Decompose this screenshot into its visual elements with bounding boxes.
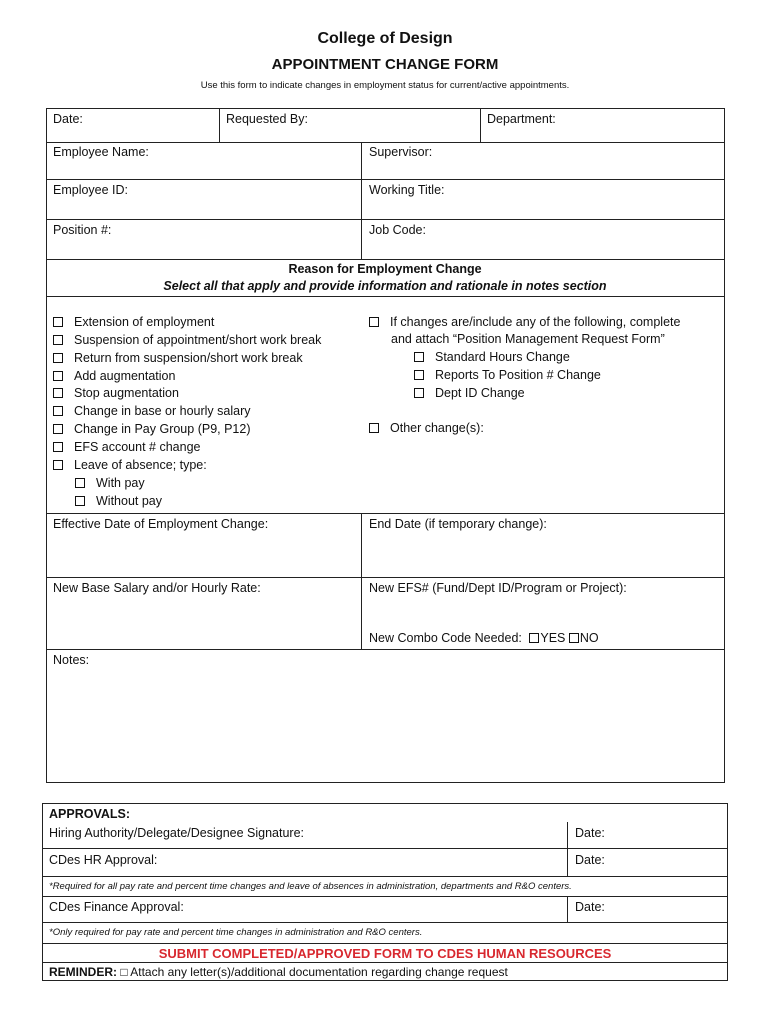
reminder-text: □ Attach any letter(s)/additional documentation regarding change request (120, 965, 508, 979)
checkbox[interactable] (53, 335, 63, 345)
submit-instruction: SUBMIT COMPLETED/APPROVED FORM TO CDES HUMAN RESOURCES (158, 946, 612, 961)
end-date-field[interactable]: End Date (if temporary change): (369, 517, 547, 531)
combo-yes-label: YES (540, 631, 566, 645)
checkbox[interactable] (53, 442, 63, 452)
divider (361, 142, 362, 260)
requested-by-field[interactable]: Requested By: (226, 112, 308, 126)
reason-item[interactable]: Leave of absence; type: (53, 456, 207, 474)
reason-item[interactable]: Change in base or hourly salary (53, 402, 251, 420)
divider (42, 896, 728, 897)
divider (219, 108, 220, 142)
divider (42, 962, 728, 963)
checkbox[interactable] (414, 370, 424, 380)
divider (42, 876, 728, 877)
effective-date-field[interactable]: Effective Date of Employment Change: (53, 517, 269, 531)
combo-yes-checkbox[interactable] (529, 633, 539, 643)
finance-date-field[interactable]: Date: (575, 900, 605, 914)
leave-with-pay[interactable]: With pay (75, 474, 145, 492)
finance-approval-field[interactable]: CDes Finance Approval: (49, 900, 184, 914)
position-management-text: and attach “Position Management Request Form” (391, 332, 665, 346)
hr-approval-field[interactable]: CDes HR Approval: (49, 853, 158, 867)
new-efs-field[interactable]: New EFS# (Fund/Dept ID/Program or Project): (369, 581, 627, 595)
divider (480, 108, 481, 142)
divider (361, 513, 362, 650)
reason-item[interactable]: Extension of employment (53, 313, 214, 331)
hr-approval-note: *Required for all pay rate and percent time changes and leave of absences in administration, departments and R&O centers. (49, 881, 572, 892)
checkbox[interactable] (369, 317, 379, 327)
checkbox[interactable] (53, 406, 63, 416)
date-field[interactable]: Date: (53, 112, 83, 126)
employee-name-field[interactable]: Employee Name: (53, 145, 149, 159)
checkbox[interactable] (75, 496, 85, 506)
checkbox[interactable] (75, 478, 85, 488)
department-field[interactable]: Department: (487, 112, 556, 126)
approvals-heading: APPROVALS: (49, 807, 131, 821)
job-code-field[interactable]: Job Code: (369, 223, 426, 237)
supervisor-field[interactable]: Supervisor: (369, 145, 433, 159)
checkbox[interactable] (53, 460, 63, 470)
checkbox[interactable] (53, 388, 63, 398)
divider (42, 922, 728, 923)
employee-id-field[interactable]: Employee ID: (53, 183, 129, 197)
divider (46, 142, 725, 143)
combo-no-label: NO (579, 631, 599, 645)
divider (567, 896, 568, 923)
form-title: APPOINTMENT CHANGE FORM (271, 56, 499, 73)
standard-hours-change[interactable]: Standard Hours Change (414, 348, 570, 366)
reason-item[interactable]: Add augmentation (53, 367, 175, 385)
notes-label: Notes: (53, 653, 90, 667)
checkbox[interactable] (53, 424, 63, 434)
reason-heading: Reason for Employment Change (288, 262, 482, 276)
new-salary-field[interactable]: New Base Salary and/or Hourly Rate: (53, 581, 261, 595)
notes-box[interactable] (46, 649, 725, 783)
combo-code-label: New Combo Code Needed: (369, 631, 522, 645)
combo-code-row (369, 631, 599, 645)
reason-item[interactable]: Change in Pay Group (P9, P12) (53, 420, 251, 438)
reason-item[interactable]: Stop augmentation (53, 384, 179, 402)
divider (42, 848, 728, 849)
checkbox[interactable] (53, 353, 63, 363)
divider (46, 219, 725, 220)
checkbox[interactable] (53, 317, 63, 327)
checkbox[interactable] (414, 388, 424, 398)
reason-item[interactable]: EFS account # change (53, 438, 200, 456)
combo-no-checkbox[interactable] (569, 633, 579, 643)
checkbox[interactable] (414, 352, 424, 362)
divider (46, 577, 725, 578)
hr-date-field[interactable]: Date: (575, 853, 605, 867)
leave-without-pay[interactable]: Without pay (75, 492, 162, 510)
finance-approval-note: *Only required for pay rate and percent time changes in administration and R&O centers. (49, 927, 423, 938)
divider (42, 943, 728, 944)
reminder (49, 965, 508, 979)
reason-item[interactable]: Return from suspension/short work break (53, 349, 303, 367)
position-number-field[interactable]: Position #: (53, 223, 112, 237)
dept-id-change[interactable]: Dept ID Change (414, 384, 525, 402)
position-management-item[interactable]: If changes are/include any of the following, complete (369, 313, 680, 331)
hiring-authority-field[interactable]: Hiring Authority/Delegate/Designee Signature: (49, 826, 305, 840)
reminder-label: REMINDER: (49, 965, 117, 979)
working-title-field[interactable]: Working Title: (369, 183, 445, 197)
reports-to-change[interactable]: Reports To Position # Change (414, 366, 601, 384)
divider (567, 822, 568, 877)
reason-item[interactable]: Suspension of appointment/short work break (53, 331, 321, 349)
other-change[interactable]: Other change(s): (369, 419, 484, 437)
hiring-date-field[interactable]: Date: (575, 826, 605, 840)
divider (46, 179, 725, 180)
checkbox[interactable] (53, 371, 63, 381)
reason-subheading: Select all that apply and provide information and rationale in notes section (163, 279, 607, 293)
form-instructions: Use this form to indicate changes in employment status for current/active appointments. (200, 80, 570, 91)
checkbox[interactable] (369, 423, 379, 433)
college-title: College of Design (317, 30, 453, 47)
